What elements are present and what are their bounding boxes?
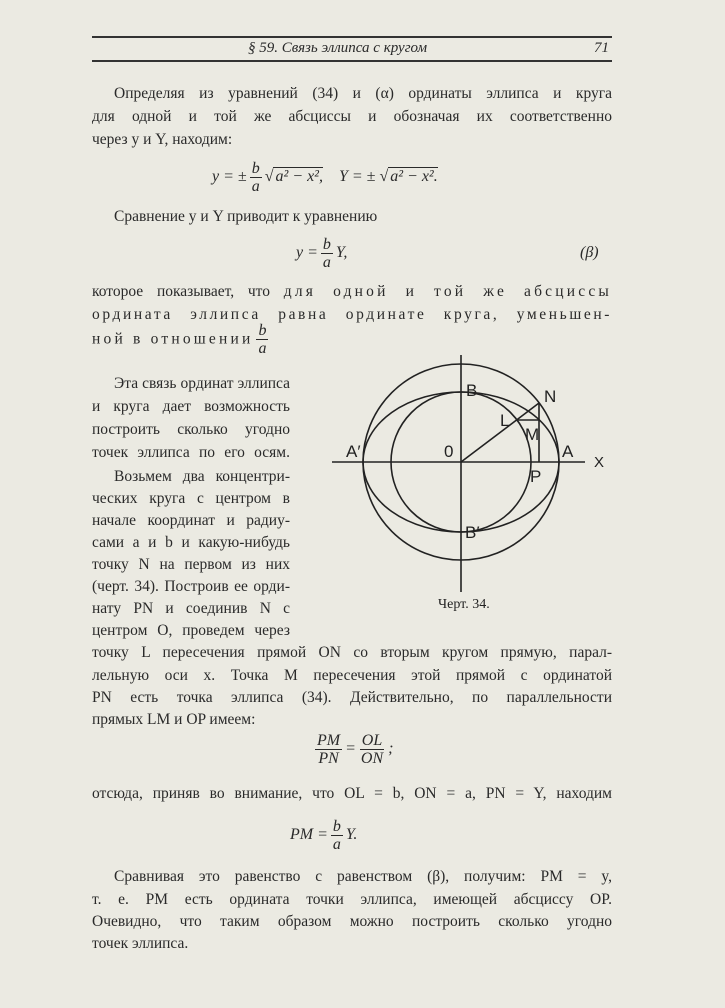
formula-3: $\frac{PM}{PN}$ = $\frac{OL}{ON}$ ;	[317, 732, 394, 767]
text-line: центром O, проведем через	[92, 622, 290, 639]
text-line: для одной и той же абсциссы и обозначая их соответственно	[92, 108, 612, 125]
label-A: A	[562, 442, 574, 461]
text-line: построить сколько угодно	[92, 421, 290, 438]
text-line: точку N на первом из них	[92, 556, 290, 573]
label-P: P	[530, 467, 542, 486]
text-line: начале координат и радиу-	[92, 512, 290, 529]
running-header-title: § 59. Связь эллипса с кругом	[248, 40, 428, 56]
text-line: ческих круга с центром в	[92, 490, 290, 507]
label-B-prime: B′	[465, 523, 480, 542]
text-line-emphasis: ордината эллипса равна ординате круга, уменьшен-	[92, 306, 612, 323]
text-line: ной в отношении $\frac{b}{a}$	[92, 322, 267, 357]
text-line: отсюда, приняв во внимание, что OL = b, ON = a, PN = Y, находим	[92, 785, 612, 802]
text-line: Сравнивая это равенство с равенством (β), получим: PM = y,	[114, 868, 612, 885]
label-B: B	[466, 381, 478, 400]
text-line: лельную оси x. Точка M пересечения этой прямой с ординатой	[92, 667, 612, 684]
label-M: M	[525, 425, 540, 444]
label-X: X	[594, 454, 605, 471]
text-line: Эта связь ординат эллипса	[114, 375, 290, 392]
text-line: через y и Y, находим:	[92, 131, 233, 148]
text-line: Сравнение y и Y приводит к уравнению	[114, 208, 378, 225]
formula-1: y = ± $\frac{b}{a}$ √ a² − x², Y = ± √ a² − x².	[212, 160, 438, 195]
label-O: 0	[444, 442, 454, 461]
formula-4: PM = $\frac{b}{a}$ Y.	[290, 818, 358, 853]
text-line: Очевидно, что таким образом можно построить сколько угодно	[92, 913, 612, 930]
text-line: т. е. PM есть ордината точки эллипса, имеющей абсциссу OP.	[92, 891, 612, 908]
text-line: и круга дает возможность	[92, 398, 290, 415]
page-number: 71	[594, 40, 609, 56]
label-N: N	[544, 387, 557, 406]
text-line: Определяя из уравнений (34) и (α) ординаты эллипса и круга	[114, 85, 612, 102]
text-line: Возьмем два концентри-	[114, 468, 290, 485]
formula-2: y = $\frac{b}{a}$ Y,	[296, 236, 348, 271]
text-line: точек эллипса по его осям.	[92, 444, 290, 461]
text-line: точку L пересечения прямой ON со вторым кругом прямую, парал-	[92, 644, 612, 661]
text-line: сами a и b и какую-нибудь	[92, 534, 290, 551]
label-A-prime: A′	[346, 442, 361, 461]
text-line: (черт. 34). Построив ее орди-	[92, 578, 290, 595]
text-line: прямых LM и OP имеем:	[92, 711, 256, 728]
text-line: точек эллипса.	[92, 935, 189, 952]
text-line: PN есть точка эллипса (34). Действительно, по параллельности	[92, 689, 612, 706]
text-line: которое показывает, что для одной и той же абсциссы	[92, 283, 613, 300]
equation-tag-beta: (β)	[580, 244, 599, 261]
figure-caption: Черт. 34.	[438, 597, 490, 612]
label-L: L	[500, 411, 510, 430]
text-line: нату PN и соединив N с	[92, 600, 290, 617]
